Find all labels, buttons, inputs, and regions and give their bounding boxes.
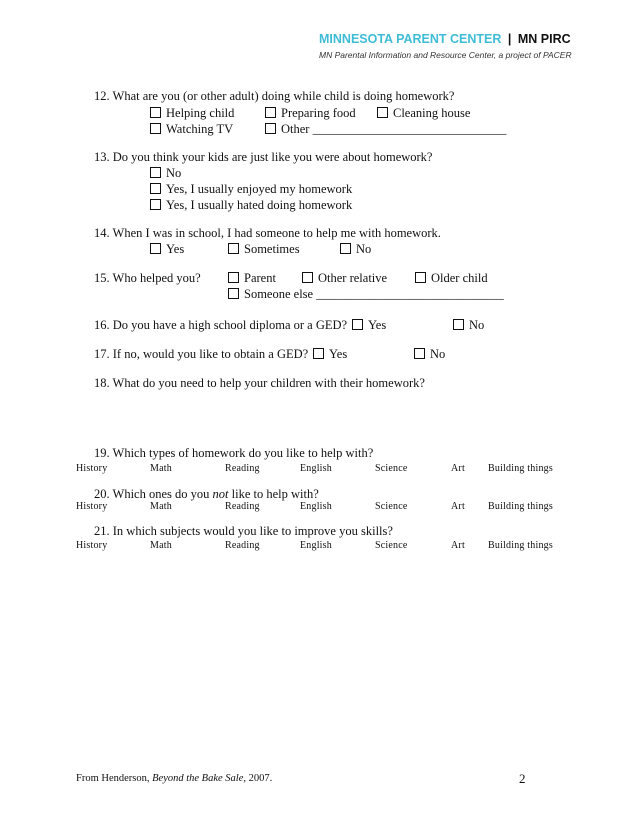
question-18: 18. What do you need to help your children with their homework?: [94, 376, 425, 390]
subject-building-things[interactable]: Building things: [488, 501, 553, 512]
subject-reading[interactable]: Reading: [225, 540, 260, 551]
header-subtitle: MN Parental Information and Resource Center, a project of PACER: [319, 50, 572, 60]
brand-separator: |: [507, 32, 512, 46]
checkbox-icon[interactable]: [228, 288, 239, 299]
q15-option-parent[interactable]: [228, 271, 276, 286]
q17-option-no[interactable]: [414, 347, 445, 362]
subject-math[interactable]: Math: [150, 540, 172, 551]
subject-english[interactable]: English: [300, 463, 332, 474]
option-label: Parent: [244, 271, 276, 285]
q16-option-yes[interactable]: [352, 318, 386, 333]
q13-option-enjoyed[interactable]: [150, 182, 352, 197]
checkbox-icon[interactable]: [414, 348, 425, 359]
checkbox-icon[interactable]: [265, 107, 276, 118]
option-label: Sometimes: [244, 242, 300, 256]
checkbox-icon[interactable]: [313, 348, 324, 359]
q20-text-emphasis: not: [212, 487, 229, 501]
brand-alt: MN PIRC: [517, 32, 571, 46]
checkbox-icon[interactable]: [228, 243, 239, 254]
question-13: 13. Do you think your kids are just like you were about homework?: [94, 150, 433, 164]
q14-option-yes[interactable]: [150, 242, 184, 257]
checkbox-icon[interactable]: [340, 243, 351, 254]
q13-option-no[interactable]: [150, 166, 181, 181]
option-label: Helping child: [166, 106, 235, 120]
footer-book-title: Beyond the Bake Sale,: [152, 773, 246, 784]
subject-reading[interactable]: Reading: [225, 463, 260, 474]
subject-art[interactable]: Art: [451, 501, 465, 512]
subject-history[interactable]: History: [76, 540, 108, 551]
q16-option-no[interactable]: [453, 318, 484, 333]
option-label: Watching TV: [166, 122, 234, 136]
checkbox-icon[interactable]: [415, 272, 426, 283]
checkbox-icon[interactable]: [377, 107, 388, 118]
q13-option-hated[interactable]: [150, 198, 352, 213]
option-label: Yes: [166, 242, 185, 256]
checkbox-icon[interactable]: [150, 167, 161, 178]
q14-option-sometimes[interactable]: [228, 242, 300, 257]
checkbox-icon[interactable]: [228, 272, 239, 283]
option-label: Preparing food: [281, 106, 356, 120]
option-label: Yes, I usually hated doing homework: [166, 198, 353, 212]
question-21: 21. In which subjects would you like to improve you skills?: [94, 524, 393, 538]
brand-main: MINNESOTA PARENT CENTER: [319, 32, 502, 46]
subject-english[interactable]: English: [300, 540, 332, 551]
subject-science[interactable]: Science: [375, 463, 408, 474]
checkbox-icon[interactable]: [150, 107, 161, 118]
option-label: No: [430, 347, 446, 361]
footer-text-post: 2007.: [246, 773, 273, 784]
subject-science[interactable]: Science: [375, 540, 408, 551]
q12-option-other[interactable]: [265, 122, 506, 137]
header-brand: [319, 32, 571, 46]
subject-math[interactable]: Math: [150, 463, 172, 474]
q12-option-cleaning-house[interactable]: [377, 106, 470, 121]
checkbox-icon[interactable]: [150, 123, 161, 134]
subject-reading[interactable]: Reading: [225, 501, 260, 512]
question-20: [94, 487, 319, 502]
subject-history[interactable]: History: [76, 463, 108, 474]
q12-option-watching-tv[interactable]: [150, 122, 233, 137]
q15-option-older-child[interactable]: [415, 271, 488, 286]
q15-option-other-relative[interactable]: [302, 271, 387, 286]
checkbox-icon[interactable]: [265, 123, 276, 134]
option-label: No: [469, 318, 485, 332]
option-label: No: [166, 166, 182, 180]
checkbox-icon[interactable]: [150, 183, 161, 194]
q12-option-preparing-food[interactable]: [265, 106, 356, 121]
question-19: 19. Which types of homework do you like to help with?: [94, 446, 374, 460]
q12-option-helping-child[interactable]: [150, 106, 234, 121]
footer-text-pre: From Henderson,: [76, 773, 153, 784]
question-17: 17. If no, would you like to obtain a GED?: [94, 347, 309, 361]
subject-science[interactable]: Science: [375, 501, 408, 512]
q17-option-yes[interactable]: [313, 347, 347, 362]
question-15: 15. Who helped you?: [94, 271, 201, 285]
option-label: Yes: [368, 318, 387, 332]
checkbox-icon[interactable]: [453, 319, 464, 330]
option-label: Other _______________________________: [281, 122, 507, 136]
page-number: 2: [519, 771, 526, 786]
subject-history[interactable]: History: [76, 501, 108, 512]
option-label: Someone else ______________________________: [244, 287, 504, 301]
checkbox-icon[interactable]: [302, 272, 313, 283]
checkbox-icon[interactable]: [150, 243, 161, 254]
option-label: Other relative: [318, 271, 388, 285]
q20-text-post: like to help with?: [228, 487, 319, 501]
checkbox-icon[interactable]: [150, 199, 161, 210]
subject-building-things[interactable]: Building things: [488, 540, 553, 551]
subject-art[interactable]: Art: [451, 540, 465, 551]
q14-option-no[interactable]: [340, 242, 371, 257]
option-label: No: [356, 242, 372, 256]
checkbox-icon[interactable]: [352, 319, 363, 330]
option-label: Older child: [431, 271, 488, 285]
option-label: Cleaning house: [393, 106, 471, 120]
subject-math[interactable]: Math: [150, 501, 172, 512]
question-14: 14. When I was in school, I had someone to help me with homework.: [94, 226, 441, 240]
footer-citation: [76, 773, 272, 784]
q15-option-someone-else[interactable]: [228, 287, 504, 302]
question-12: 12. What are you (or other adult) doing while child is doing homework?: [94, 89, 455, 103]
subject-art[interactable]: Art: [451, 463, 465, 474]
option-label: Yes: [329, 347, 348, 361]
q20-text-pre: 20. Which ones do you: [94, 487, 213, 501]
subject-building-things[interactable]: Building things: [488, 463, 553, 474]
subject-english[interactable]: English: [300, 501, 332, 512]
option-label: Yes, I usually enjoyed my homework: [166, 182, 353, 196]
question-16: 16. Do you have a high school diploma or a GED?: [94, 318, 348, 332]
